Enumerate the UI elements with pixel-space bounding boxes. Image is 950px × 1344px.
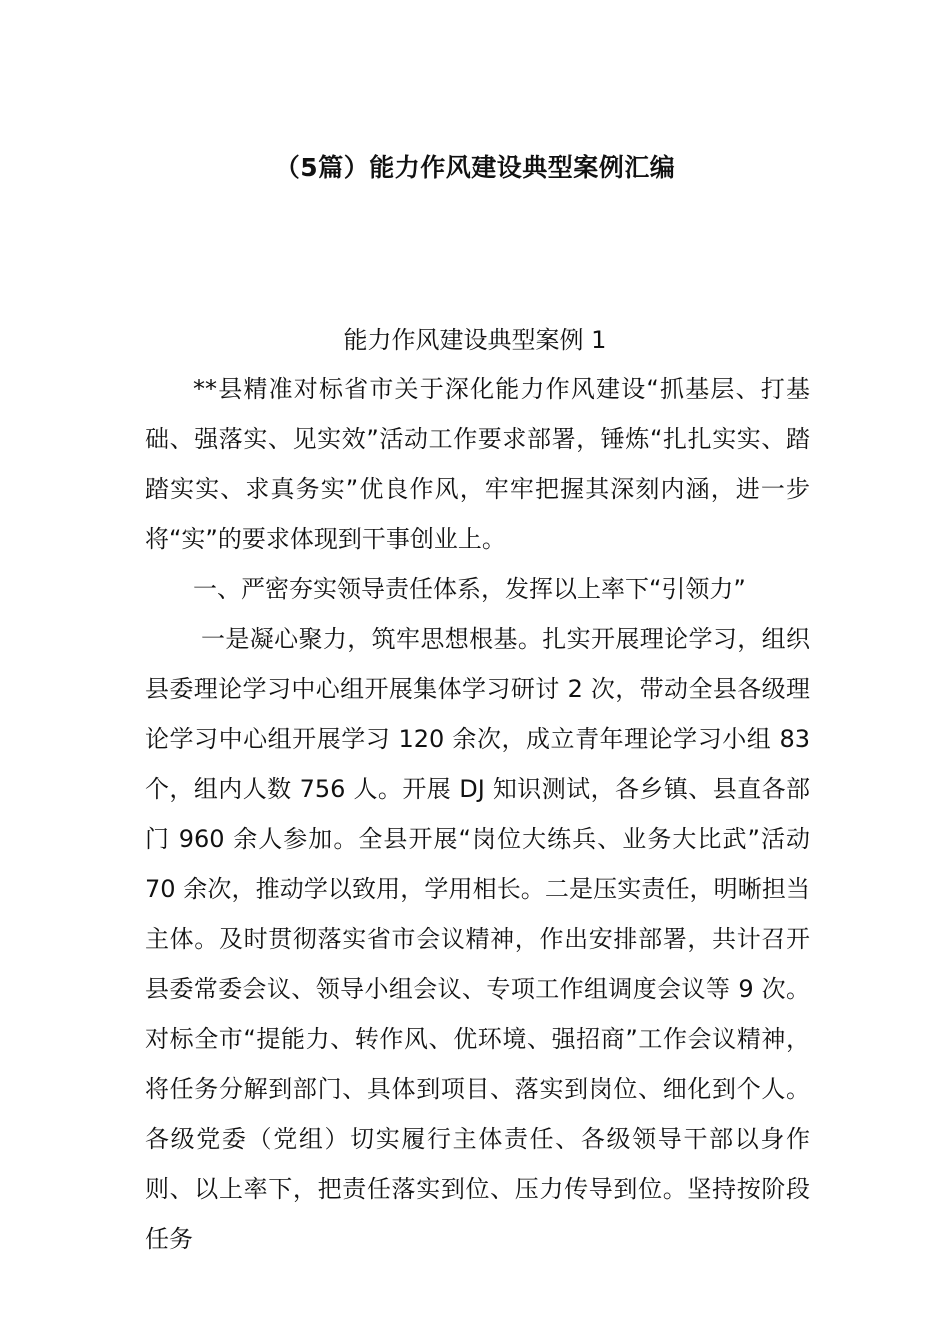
intro-paragraph: **县精准对标省市关于深化能力作风建设“抓基层、打基础、强落实、见实效”活动工作要求部署，锤炼“扎扎实实、踏踏实实、求真务实”优良作风，牢牢把握其深刻内涵，进一步将“实”的要求体现到干事创业上。 <box>145 375 810 553</box>
body-paragraph-one: 一是凝心聚力，筑牢思想根基。扎实开展理论学习，组织县委理论学习中心组开展集体学习研讨 2 次，带动全县各级理论学习中心组开展学习 120 余次，成立青年理论学习小组 83 个，组内人数 756 人。开展 DJ 知识测试，各乡镇、县直各部门 960 余人参加。全县开展“岗位大练兵、业务大比武”活动 70 余次，推动学以致用，学用相长。二是压实责任，明晰担当主体。及时贯彻落实省市会议精神，作出安排部署，共计召开县委常委会议、领导小组会议、专项工作组调度会议等 9 次。对标全市“提能力、转作风、优环境、强招商”工作会议精神，将任务分解到部门、具体到项目、落实到岗位、细化到个人。各级党委（党组）切实履行主体责任、各级领导干部以身作则、以上率下，把责任落实到位、压力传导到位。坚持按阶段任务 <box>145 625 810 1253</box>
section-heading-one: 一、严密夯实领导责任体系，发挥以上率下“引领力” <box>193 575 746 603</box>
section-title: 能力作风建设典型案例 1 <box>343 326 607 354</box>
document-title: （5篇）能力作风建设典型案例汇编 <box>274 153 676 182</box>
